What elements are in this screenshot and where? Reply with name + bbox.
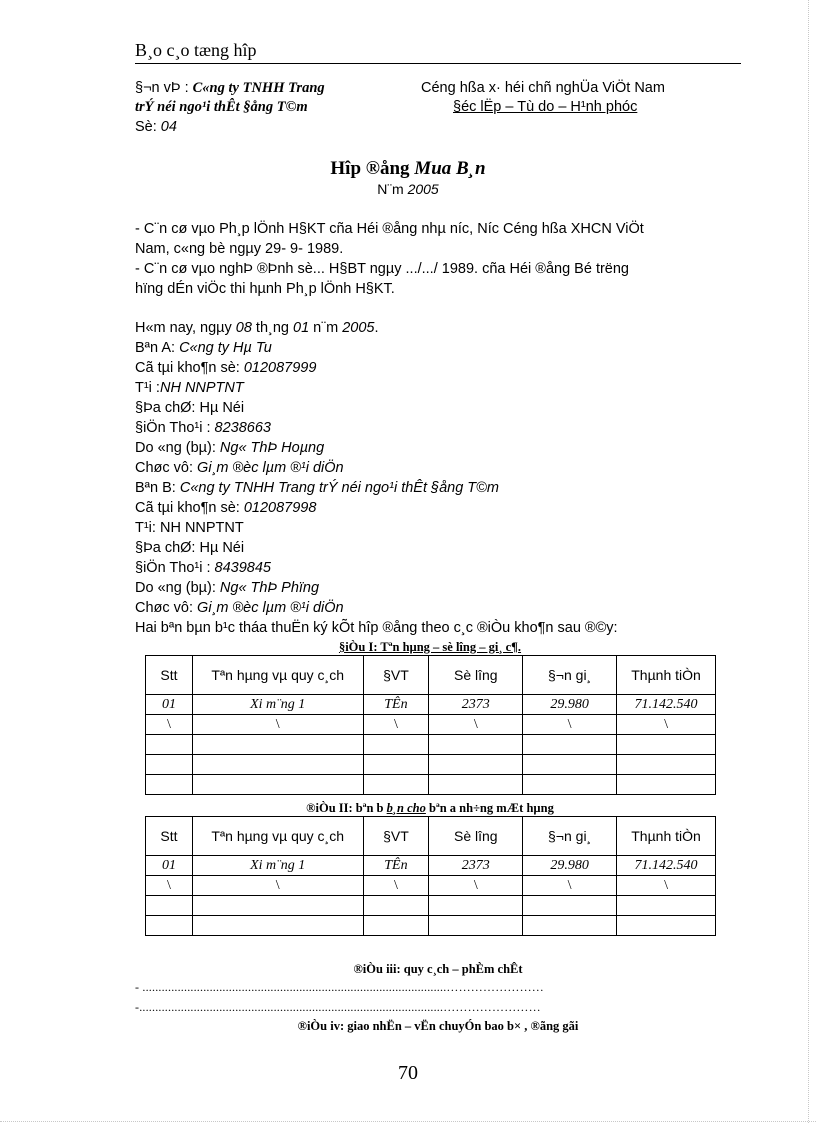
party-b-phone-label: §iÖn Tho¹i :: [135, 560, 215, 576]
cell-item: [192, 916, 363, 936]
cell-stt: 01: [146, 695, 193, 715]
org-name-1: C«ng ty TNHH Trang: [192, 80, 325, 96]
cell-unit: \: [363, 715, 429, 735]
date-month-label: th¸ng: [251, 320, 294, 336]
cell-item: \: [192, 715, 363, 735]
cell-item: Xi m¨ng 1: [192, 856, 363, 876]
table-row: [146, 735, 716, 755]
col-header-stt: Stt: [146, 817, 193, 856]
article-2-table: [145, 816, 716, 936]
cell-total: 71.142.540: [617, 695, 716, 715]
party-a-bank-label: T¹i :: [135, 380, 160, 396]
cell-price: \: [523, 715, 617, 735]
article-3-title: ®iÒu iii: quy c¸ch – phÈm chÊt: [353, 962, 523, 976]
date-month: 01: [293, 320, 310, 336]
party-b-account-label: Cã tµi kho¶n sè:: [135, 500, 244, 516]
article-1-title: §iÒu I: Tªn hµng – sè lîng – gi¸ c¶.: [338, 640, 522, 654]
cell-quantity: 2373: [429, 856, 523, 876]
national-motto: §éc lËp – Tù do – H¹nh phóc: [453, 99, 638, 115]
party-a-bank-value: NH NNPTNT: [159, 380, 244, 396]
cell-stt: 01: [146, 856, 193, 876]
party-b-rep: [135, 580, 319, 596]
cell-total: 71.142.540: [617, 856, 716, 876]
cell-price: [523, 775, 617, 795]
contract-year-label: N¨m: [377, 181, 408, 197]
party-a-name-value: C«ng ty Hµ Tu: [179, 340, 272, 356]
cell-stt: [146, 775, 193, 795]
party-b-bank: [135, 520, 244, 536]
party-b-phone: [135, 560, 271, 576]
contract-title: [0, 158, 816, 180]
party-a-address-value: Hµ Néi: [199, 400, 245, 416]
cell-stt: [146, 896, 193, 916]
article-2-title-part-1: ®iÒu II: bªn b: [306, 801, 387, 815]
col-header-total: Thµnh tiÒn: [617, 817, 716, 856]
basis-line-1: - C¨n cø vµo Ph¸p lÖnh H§KT cña Héi ®ång nhµ níc, Níc Céng hßa XHCN ViÖt: [135, 221, 644, 237]
contract-year: [0, 181, 816, 197]
col-header-stt: Stt: [146, 656, 193, 695]
page-edge-bottom: [0, 1121, 816, 1122]
article-2-title-part-3: bªn a nh÷ng mÆt hµng: [425, 801, 554, 815]
org-label: §¬n vÞ :: [135, 80, 193, 96]
cell-unit: \: [363, 876, 429, 896]
article-2-title-part-2: b¸n cho: [386, 801, 426, 815]
party-b-account-value: 012087998: [243, 500, 317, 516]
contract-date: [135, 320, 378, 336]
party-b-position: [135, 600, 344, 616]
cell-price: [523, 896, 617, 916]
party-a-position: [135, 460, 344, 476]
date-period: .: [374, 320, 379, 336]
cell-quantity: [429, 916, 523, 936]
doc-number-label: Sè:: [135, 119, 161, 135]
cell-quantity: [429, 755, 523, 775]
article-2-title: [145, 801, 715, 816]
cell-item: [192, 735, 363, 755]
col-header-unit: §VT: [363, 817, 429, 856]
col-header-item: Tªn hµng vµ quy c¸ch: [192, 656, 363, 695]
cell-total: \: [617, 715, 716, 735]
date-year: 2005: [342, 320, 375, 336]
page-number: 70: [398, 1062, 418, 1084]
party-b-name: [135, 480, 499, 496]
party-a-rep-value: Ng« ThÞ Hoµng: [219, 440, 325, 456]
doc-number-value: 04: [160, 119, 177, 135]
cell-total: [617, 735, 716, 755]
cell-unit: [363, 916, 429, 936]
table-row: [146, 876, 716, 896]
cell-item: Xi m¨ng 1: [192, 695, 363, 715]
table-row: [146, 916, 716, 936]
table-row: [146, 715, 716, 735]
party-a-phone: [135, 420, 271, 436]
cell-stt: [146, 755, 193, 775]
date-day: 08: [235, 320, 252, 336]
table-header-row: [146, 817, 716, 856]
party-a-position-label: Chøc vô:: [135, 460, 198, 476]
date-prefix: H«m nay, ngµy: [135, 320, 236, 336]
party-b-position-value: Gi¸m ®èc lµm ®¹i diÖn: [197, 600, 344, 616]
party-b-phone-value: 8439845: [214, 560, 271, 576]
article-3-line-2: -...............................................................................................……………………: [135, 1000, 541, 1014]
party-b-bank-label: T¹i:: [135, 520, 160, 536]
cell-total: [617, 755, 716, 775]
party-b-rep-label: Do «ng (bµ):: [135, 580, 220, 596]
col-header-quantity: Sè lîng: [429, 656, 523, 695]
party-a-address-label: §Þa chØ:: [135, 400, 200, 416]
party-a-account: [135, 360, 316, 376]
col-header-price: §¬n gi¸: [523, 817, 617, 856]
table-row: [146, 695, 716, 715]
date-year-label: n¨m: [309, 320, 343, 336]
party-a-address: [135, 400, 244, 416]
org-line-1: [135, 80, 325, 97]
cell-total: \: [617, 876, 716, 896]
cell-total: [617, 916, 716, 936]
party-a-name-label: Bªn A:: [135, 340, 180, 356]
cell-item: [192, 896, 363, 916]
basis-line-3: - C¨n cø vµo nghÞ ®Þnh sè... H§BT ngµy .../.../ 1989. cña Héi ®ång Bé trëng: [135, 261, 629, 277]
cell-stt: \: [146, 715, 193, 735]
running-header-title: B¸o c¸o tæng hîp: [135, 40, 257, 60]
contract-title-type: Mua B¸n: [414, 158, 486, 179]
cell-unit: [363, 775, 429, 795]
party-b-bank-value: NH NNPTNT: [159, 520, 244, 536]
article-4-title: ®iÒu iv: giao nhËn – vËn chuyÓn bao b× , ®ãng gãi: [297, 1019, 579, 1033]
agreement-sentence: Hai bªn bµn b¹c tháa thuËn ký kÕt hîp ®ång theo c¸c ®iÒu kho¶n sau ®©y:: [135, 620, 618, 636]
party-b-name-label: Bªn B:: [135, 480, 180, 496]
cell-quantity: 2373: [429, 695, 523, 715]
party-b-rep-value: Ng« ThÞ Phïng: [219, 580, 320, 596]
cell-price: 29.980: [523, 695, 617, 715]
country-name: Céng hßa x· héi chñ nghÜa ViÖt Nam: [421, 80, 665, 96]
party-a-phone-label: §iÖn Tho¹i :: [135, 420, 215, 436]
cell-stt: [146, 916, 193, 936]
org-name-2: trÝ néi ngo¹i thÊt §ång T©m: [135, 99, 308, 115]
cell-price: [523, 755, 617, 775]
cell-unit: [363, 755, 429, 775]
cell-unit: [363, 735, 429, 755]
doc-number: [135, 119, 177, 135]
cell-price: [523, 735, 617, 755]
col-header-price: §¬n gi¸: [523, 656, 617, 695]
cell-quantity: [429, 896, 523, 916]
table-row: [146, 755, 716, 775]
party-b-name-value: C«ng ty TNHH Trang trÝ néi ngo¹i thÊt §ång T©m: [179, 480, 499, 496]
party-b-address: [135, 540, 244, 556]
col-header-unit: §VT: [363, 656, 429, 695]
cell-price: 29.980: [523, 856, 617, 876]
party-b-position-label: Chøc vô:: [135, 600, 198, 616]
party-a-account-value: 012087999: [243, 360, 317, 376]
cell-stt: \: [146, 876, 193, 896]
party-a-account-label: Cã tµi kho¶n sè:: [135, 360, 244, 376]
party-a-phone-value: 8238663: [214, 420, 271, 436]
article-3-line-1: - ...............................................................................................……………………: [135, 980, 544, 994]
header-rule: [135, 63, 741, 64]
table-header-row: [146, 656, 716, 695]
table-row: [146, 896, 716, 916]
party-a-position-value: Gi¸m ®èc lµm ®¹i diÖn: [197, 460, 344, 476]
party-a-bank: [135, 380, 244, 396]
cell-price: \: [523, 876, 617, 896]
basis-line-4: hïng dÉn viÖc thi hµnh Ph¸p lÖnh H§KT.: [135, 281, 395, 297]
cell-quantity: \: [429, 715, 523, 735]
col-header-item: Tªn hµng vµ quy c¸ch: [192, 817, 363, 856]
cell-quantity: [429, 775, 523, 795]
cell-stt: [146, 735, 193, 755]
cell-unit: TÊn: [363, 856, 429, 876]
col-header-total: Thµnh tiÒn: [617, 656, 716, 695]
party-a-rep-label: Do «ng (bµ):: [135, 440, 220, 456]
col-header-quantity: Sè lîng: [429, 817, 523, 856]
table-row: [146, 856, 716, 876]
basis-line-2: Nam, c«ng bè ngµy 29- 9- 1989.: [135, 241, 344, 257]
party-b-address-label: §Þa chØ:: [135, 540, 200, 556]
cell-quantity: [429, 735, 523, 755]
party-a-name: [135, 340, 272, 356]
table-row: [146, 775, 716, 795]
running-header: [135, 40, 257, 61]
party-a-rep: [135, 440, 324, 456]
cell-item: [192, 755, 363, 775]
cell-item: [192, 775, 363, 795]
cell-total: [617, 896, 716, 916]
cell-total: [617, 775, 716, 795]
contract-title-main: Hîp ®ång: [330, 158, 415, 179]
article-1-table: [145, 655, 716, 795]
contract-year-value: 2005: [407, 181, 439, 197]
cell-price: [523, 916, 617, 936]
cell-item: \: [192, 876, 363, 896]
party-b-account: [135, 500, 316, 516]
party-b-address-value: Hµ Néi: [199, 540, 245, 556]
cell-quantity: \: [429, 876, 523, 896]
cell-unit: TÊn: [363, 695, 429, 715]
cell-unit: [363, 896, 429, 916]
